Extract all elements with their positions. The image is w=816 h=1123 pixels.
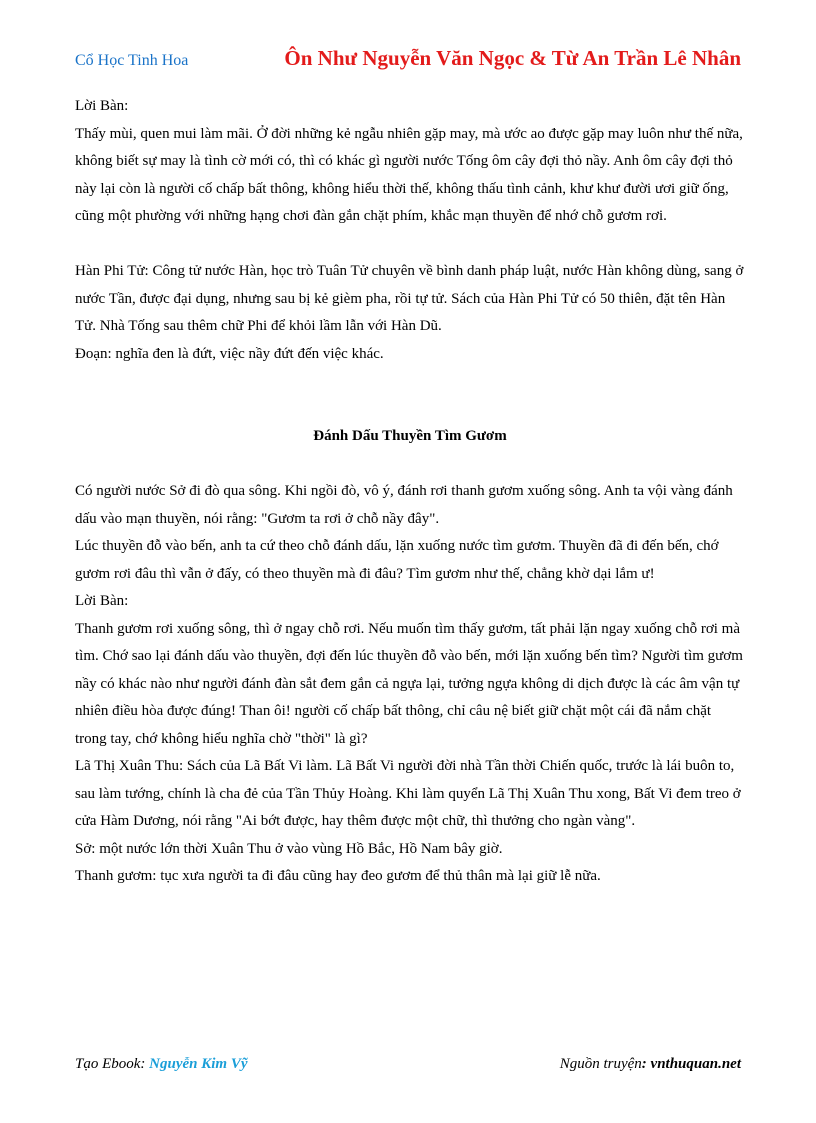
commentary-paragraph: Thấy mùi, quen mui làm mãi. Ở đời những kẻ ngẫu nhiên gặp may, mà ước ao được gặp may luôn như thế nữa, không biết sự may là tình cờ mới có, thì có khác gì người nước Tống ôm cây đợi thỏ nầy. Anh ôm cây đợi thỏ này lại còn là người cố chấp bất thông, không hiểu thời thế, không thấu tình cảnh, khư khư đười ươi giữ ống, cũng một phường với những hạng chơi đàn gắn chặt phím, khắc mạn thuyền để nhớ chỗ gươm rơi. <box>75 125 743 224</box>
commentary-paragraph: Thanh gươm rơi xuống sông, thì ở ngay chỗ rơi. Nếu muốn tìm thấy gươm, tất phải lặn ngay xuống chỗ rơi mà tìm. Chớ sao lại đánh dấu vào thuyền, đợi đến lúc thuyền đỗ vào bến, mới lặn xuống bến tìm? Người tìm gươm nầy có khác nào như người đánh đàn sắt đem gắn cả ngựa lại, tưởng ngựa không di dịch được là các âm vận tự nhiên điều hòa được đúng! Than ôi! người cố chấp bất thông, chỉ câu nệ biết giữ chặt một cái đã nắm chặt trong tay, chớ không hiểu nghĩa chờ "thời" là gì? <box>75 620 743 747</box>
note-so: Sở: một nước lớn thời Xuân Thu ở vào vùng Hồ Bắc, Hồ Nam bây giờ. <box>75 840 503 857</box>
page-content <box>75 93 745 891</box>
page-footer <box>75 1056 741 1078</box>
ebook-credit <box>75 1056 248 1073</box>
story-paragraph: Lúc thuyền đỗ vào bến, anh ta cứ theo chỗ đánh dấu, lặn xuống nước tìm gươm. Thuyền đã đi đến bến, chớ gươm rơi đâu thì vẫn ở đấy, có theo thuyền mà đi đâu? Tìm gươm như thế, chẳng khờ dại lắm ư! <box>75 538 719 582</box>
page-header <box>75 46 741 76</box>
commentary-label: Lời Bàn: <box>75 98 129 114</box>
ebook-separator: : <box>140 1056 150 1072</box>
spacer <box>75 231 745 259</box>
note-doan: Đoạn: nghĩa đen là đứt, việc nầy đứt đến việc khác. <box>75 345 384 362</box>
note-han-phi-tu: Hàn Phi Tử: Công tử nước Hàn, học trò Tuân Tử chuyên về bình danh pháp luật, nước Hàn không dùng, sang ở nước Tần, được đại dụng, nhưng sau bị kẻ gièm pha, rồi tự tử. Sách của Hàn Phi Tử có 50 thiên, đặt tên Hàn Tử. Nhà Tống sau thêm chữ Phi để khỏi lầm lẫn với Hàn Dũ. <box>75 263 744 334</box>
story-title: Đánh Dấu Thuyền Tìm Gươm <box>313 428 507 444</box>
source-label: Nguồn truyện <box>559 1056 642 1072</box>
source-site-link[interactable]: vnthuquan.net <box>650 1056 741 1072</box>
commentary-label: Lời Bàn: <box>75 593 129 609</box>
book-title: Cổ Học Tinh Hoa <box>75 52 189 69</box>
spacer <box>75 368 745 423</box>
ebook-author-link[interactable]: Nguyễn Kim Vỹ <box>149 1056 248 1072</box>
source-separator: : <box>641 1056 651 1072</box>
note-thanh-guom: Thanh gươm: tục xưa người ta đi đâu cũng hay đeo gươm để thủ thân mà lại giữ lễ nữa. <box>75 868 601 884</box>
story-paragraph: Có người nước Sở đi đò qua sông. Khi ngồi đò, vô ý, đánh rơi thanh gươm xuống sông. Anh ta vội vàng đánh dấu vào mạn thuyền, nói rằng: "Gươm ta rơi ở chỗ nầy đây". <box>75 483 733 527</box>
source-credit <box>560 1056 741 1073</box>
ebook-label: Tạo Ebook <box>75 1056 141 1072</box>
note-la-thi-xuan-thu: Lã Thị Xuân Thu: Sách của Lã Bất Vi làm. Lã Bất Vi người đời nhà Tần thời Chiến quốc, trước là lái buôn to, sau làm tướng, chính là cha đẻ của Tần Thủy Hoàng. Khi làm quyển Lã Thị Xuân Thu xong, Bất Vi đem treo ở cửa Hàm Dương, nói rằng "Ai bớt được, hay thêm được một chữ, thì thưởng cho ngàn vàng". <box>75 758 741 829</box>
authors-title: Ôn Như Nguyễn Văn Ngọc & Từ An Trần Lê Nhân <box>284 46 741 70</box>
spacer <box>75 451 745 479</box>
